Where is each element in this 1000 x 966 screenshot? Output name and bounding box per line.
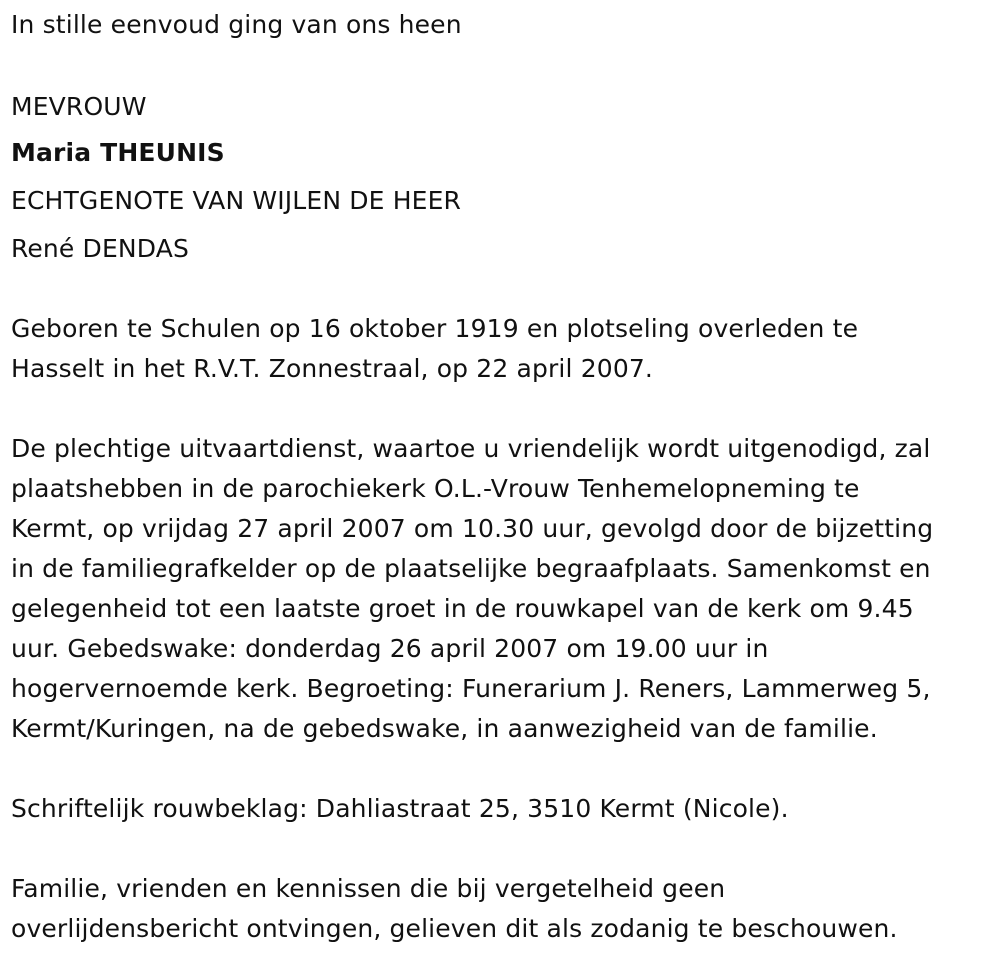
service-paragraph: [11, 429, 1000, 749]
spacer: [11, 389, 1000, 429]
honorific: MEVROUW: [11, 92, 147, 121]
spacer: [11, 749, 1000, 789]
paragraph-line: uur. Gebedswake: donderdag 26 april 2007 om 19.00 uur in: [11, 634, 769, 663]
paragraph-line: Kermt/Kuringen, na de gebedswake, in aanwezigheid van de familie.: [11, 714, 878, 743]
paragraph-line: Schriftelijk rouwbeklag: Dahliastraat 25, 3510 Kermt (Nicole).: [11, 794, 789, 823]
condolence-paragraph: [11, 789, 1000, 829]
paragraph-line: hogervernoemde kerk. Begroeting: Funerarium J. Reners, Lammerweg 5,: [11, 674, 931, 703]
spacer: [11, 40, 1000, 92]
deceased-name: Maria THEUNIS: [11, 138, 225, 167]
paragraph-line: plaatshebben in de parochiekerk O.L.-Vrouw Tenhemelopneming te: [11, 474, 860, 503]
name-block: [11, 92, 1000, 267]
paragraph-line: Hasselt in het R.V.T. Zonnestraal, op 22 april 2007.: [11, 354, 654, 383]
spacer: [11, 267, 1000, 309]
paragraph-line: De plechtige uitvaartdienst, waartoe u vriendelijk wordt uitgenodigd, zal: [11, 434, 931, 463]
paragraph-line: overlijdensbericht ontvingen, gelieven dit als zodanig te beschouwen.: [11, 914, 898, 943]
paragraph-line: in de familiegrafkelder op de plaatselijke begraafplaats. Samenkomst en: [11, 554, 931, 583]
birth-death-paragraph: [11, 309, 1000, 389]
spacer: [11, 829, 1000, 869]
spouse-name: René DENDAS: [11, 234, 189, 263]
paragraph-line: Kermt, op vrijdag 27 april 2007 om 10.30 uur, gevolgd door de bijzetting: [11, 514, 934, 543]
relation-text: ECHTGENOTE VAN WIJLEN DE HEER: [11, 186, 462, 215]
paragraph-line: gelegenheid tot een laatste groet in de rouwkapel van de kerk om 9.45: [11, 594, 914, 623]
closing-paragraph: [11, 869, 1000, 949]
intro-text: In stille eenvoud ging van ons heen: [11, 10, 462, 39]
paragraph-line: Familie, vrienden en kennissen die bij vergetelheid geen: [11, 874, 726, 903]
paragraph-line: Geboren te Schulen op 16 oktober 1919 en plotseling overleden te: [11, 314, 859, 343]
